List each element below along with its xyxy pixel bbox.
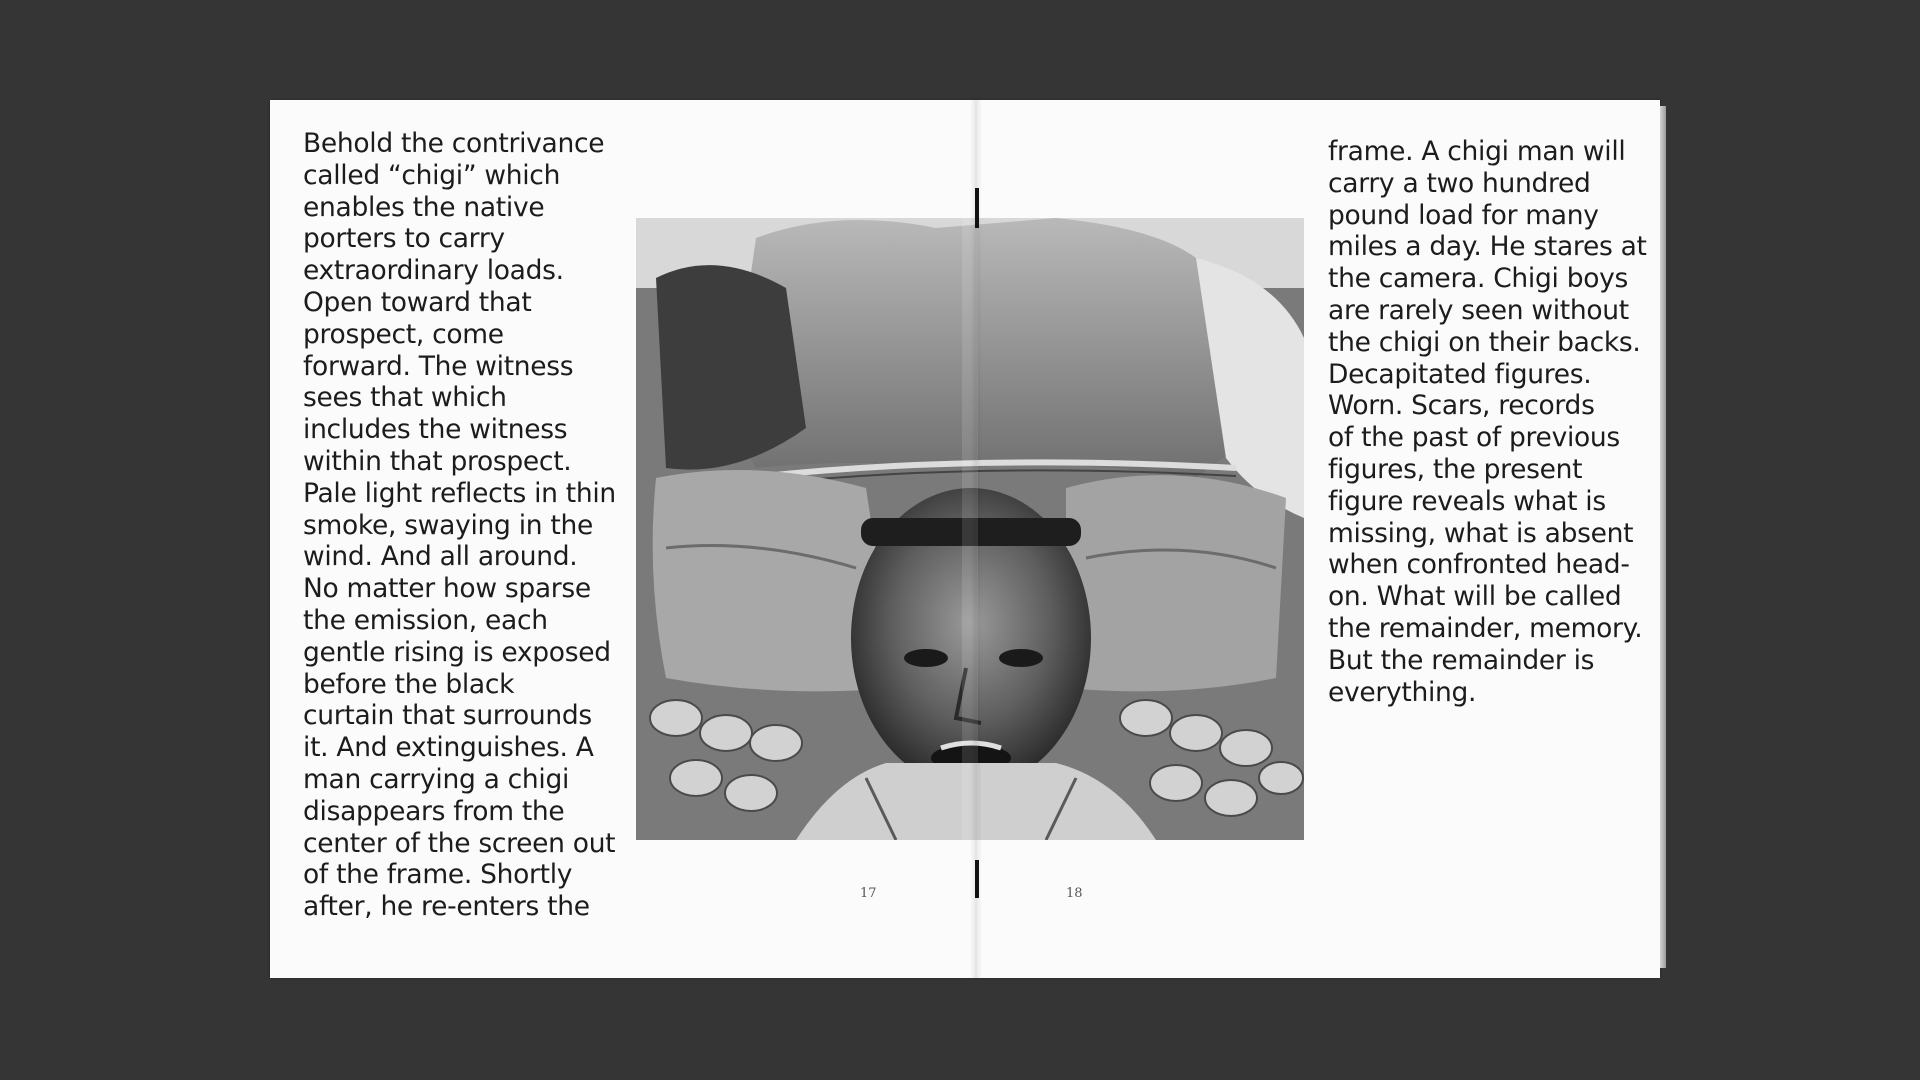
- book-spread: [270, 100, 1660, 978]
- text-line: extraordinary loads.: [303, 255, 564, 287]
- text-line: of the frame. Shortly: [303, 859, 573, 891]
- text-line: Pale light reflects in thin: [303, 477, 616, 509]
- text-line: are rarely seen without: [1328, 294, 1629, 326]
- text-line: everything.: [1328, 676, 1477, 708]
- text-line: on. What will be called: [1328, 581, 1622, 613]
- binding-staple-top: [975, 188, 979, 228]
- text-line: when confronted head-: [1328, 549, 1630, 581]
- text-line: Behold the contrivance: [303, 128, 605, 159]
- text-line: Open toward that: [303, 286, 532, 318]
- text-line: the remainder, memory.: [1328, 612, 1643, 644]
- text-line: missing, what is absent: [1328, 517, 1634, 549]
- text-line: smoke, swaying in the: [303, 509, 593, 541]
- text-line: carry a two hundred: [1328, 167, 1591, 199]
- text-line: disappears from the: [303, 795, 565, 827]
- text-line: the camera. Chigi boys: [1328, 263, 1629, 295]
- text-line: figure reveals what is: [1328, 485, 1606, 517]
- text-line: Decapitated figures.: [1328, 358, 1592, 390]
- text-line: No matter how sparse: [303, 573, 591, 605]
- text-line: it. And extinguishes. A: [303, 732, 594, 764]
- text-line: forward. The witness: [303, 350, 574, 382]
- binding-staple-bottom: [975, 860, 979, 898]
- text-line: curtain that surrounds: [303, 700, 592, 732]
- text-line: Worn. Scars, records: [1328, 390, 1595, 422]
- text-line: of the past of previous: [1328, 422, 1620, 454]
- text-line: the emission, each: [303, 604, 548, 636]
- text-line: gentle rising is exposed: [303, 636, 611, 668]
- text-line: pound load for many: [1328, 199, 1599, 231]
- text-line: frame. A chigi man will: [1328, 136, 1626, 167]
- text-line: before the black: [303, 668, 515, 700]
- text-line: includes the witness: [303, 414, 568, 446]
- text-line: the chigi on their backs.: [1328, 326, 1641, 358]
- page-number-left: 17: [860, 886, 877, 901]
- book-gutter: [970, 100, 982, 978]
- page-edge: [1660, 106, 1666, 968]
- text-line: wind. And all around.: [303, 541, 578, 573]
- text-line: enables the native: [303, 191, 545, 223]
- left-page-text: [303, 128, 633, 923]
- text-line: But the remainder is: [1328, 644, 1595, 676]
- right-page-text: [1328, 136, 1648, 708]
- text-line: center of the screen out: [303, 827, 616, 859]
- text-line: porters to carry: [303, 223, 505, 255]
- text-line: within that prospect.: [303, 445, 572, 477]
- text-line: man carrying a chigi: [303, 763, 570, 795]
- text-line: after, he re-enters the: [303, 891, 590, 923]
- text-line: miles a day. He stares at: [1328, 231, 1647, 263]
- page-number-right: 18: [1066, 886, 1083, 901]
- text-line: sees that which: [303, 382, 507, 414]
- text-line: prospect, come: [303, 318, 504, 350]
- text-line: called “chigi” which: [303, 159, 561, 191]
- text-line: figures, the present: [1328, 453, 1583, 485]
